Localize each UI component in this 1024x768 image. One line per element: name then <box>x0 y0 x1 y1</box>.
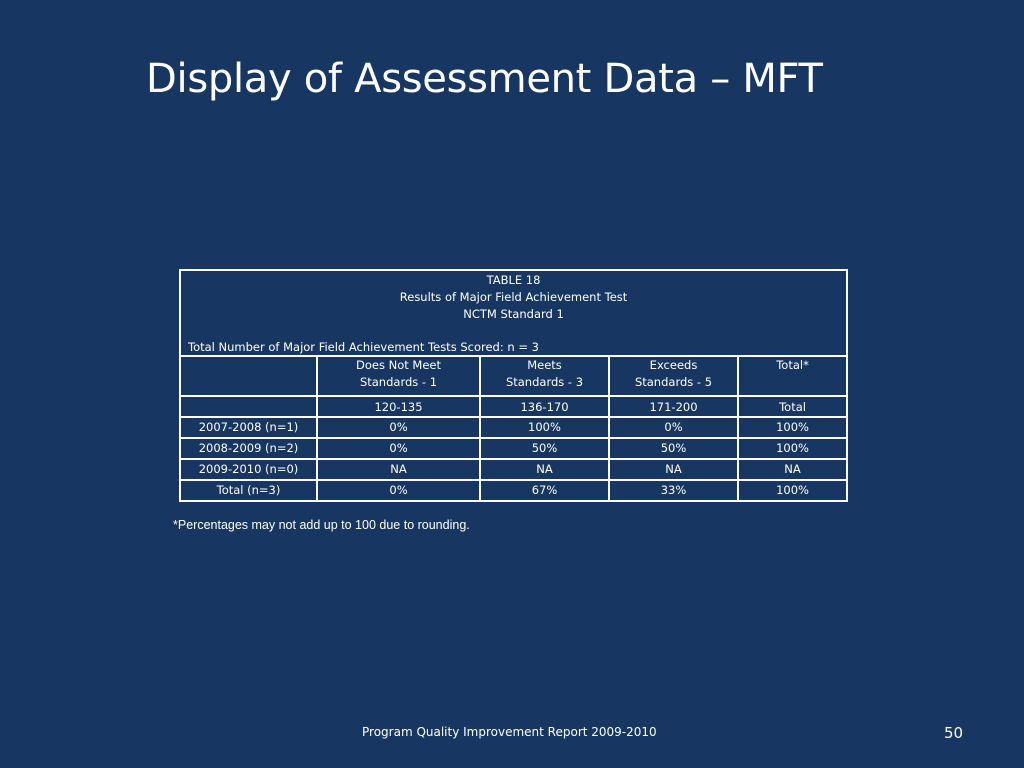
table-cell: 100% <box>738 438 847 459</box>
score-range-cell: 120-135 <box>317 396 480 417</box>
table-cell: 100% <box>738 417 847 438</box>
row-label-cell: 2008-2009 (n=2) <box>180 438 317 459</box>
table-cell: NA <box>609 459 738 480</box>
table-cell: 50% <box>480 438 609 459</box>
table-total-count: Total Number of Major Field Achievement Tests Scored: n = 3 <box>188 340 539 354</box>
table-cell: NA <box>738 459 847 480</box>
category-header-line1: Meets <box>527 358 562 372</box>
category-header-cell <box>480 356 609 396</box>
table-cell: 67% <box>480 480 609 501</box>
category-header-line1: Exceeds <box>649 358 698 372</box>
slide-title: Display of Assessment Data – MFT <box>146 56 823 102</box>
page-number: 50 <box>944 724 964 742</box>
rounding-footnote: *Percentages may not add up to 100 due to rounding. <box>173 518 470 532</box>
category-header-cell <box>317 356 480 396</box>
table-row <box>180 459 847 480</box>
table-row <box>180 417 847 438</box>
table-cell: NA <box>317 459 480 480</box>
category-header-line2: Standards - 1 <box>359 375 438 389</box>
mft-results-table-container <box>179 269 846 502</box>
category-header-row <box>180 356 847 396</box>
category-header-line2: Standards - 5 <box>634 375 713 389</box>
category-header-cell <box>180 356 317 396</box>
score-range-cell: Total <box>738 396 847 417</box>
row-label-cell: 2007-2008 (n=1) <box>180 417 317 438</box>
table-cell: 33% <box>609 480 738 501</box>
table-cell: 0% <box>317 480 480 501</box>
table-header-cell <box>180 270 847 356</box>
table-cell: 0% <box>317 417 480 438</box>
score-range-cell <box>180 396 317 417</box>
table-cell: 0% <box>609 417 738 438</box>
category-header-line1: Does Not Meet <box>356 358 441 372</box>
table-caption-line: NCTM Standard 1 <box>463 307 564 321</box>
score-range-row <box>180 396 847 417</box>
category-header-cell <box>738 356 847 396</box>
score-range-cell: 136-170 <box>480 396 609 417</box>
table-row <box>180 480 847 501</box>
table-cell: 100% <box>738 480 847 501</box>
table-caption-line: TABLE 18 <box>486 273 541 287</box>
row-label-cell: Total (n=3) <box>180 480 317 501</box>
table-caption <box>181 271 846 323</box>
table-row <box>180 438 847 459</box>
mft-results-table <box>179 269 848 502</box>
category-header-line1: Total* <box>776 358 809 372</box>
score-range-cell: 171-200 <box>609 396 738 417</box>
category-header-cell <box>609 356 738 396</box>
table-cell: NA <box>480 459 609 480</box>
table-cell: 0% <box>317 438 480 459</box>
table-cell: 50% <box>609 438 738 459</box>
table-caption-line: Results of Major Field Achievement Test <box>399 290 628 304</box>
category-header-line2: Standards - 3 <box>505 375 584 389</box>
row-label-cell: 2009-2010 (n=0) <box>180 459 317 480</box>
slide-footer: Program Quality Improvement Report 2009-2010 <box>362 725 657 739</box>
table-cell: 100% <box>480 417 609 438</box>
table-header-row <box>180 270 847 356</box>
